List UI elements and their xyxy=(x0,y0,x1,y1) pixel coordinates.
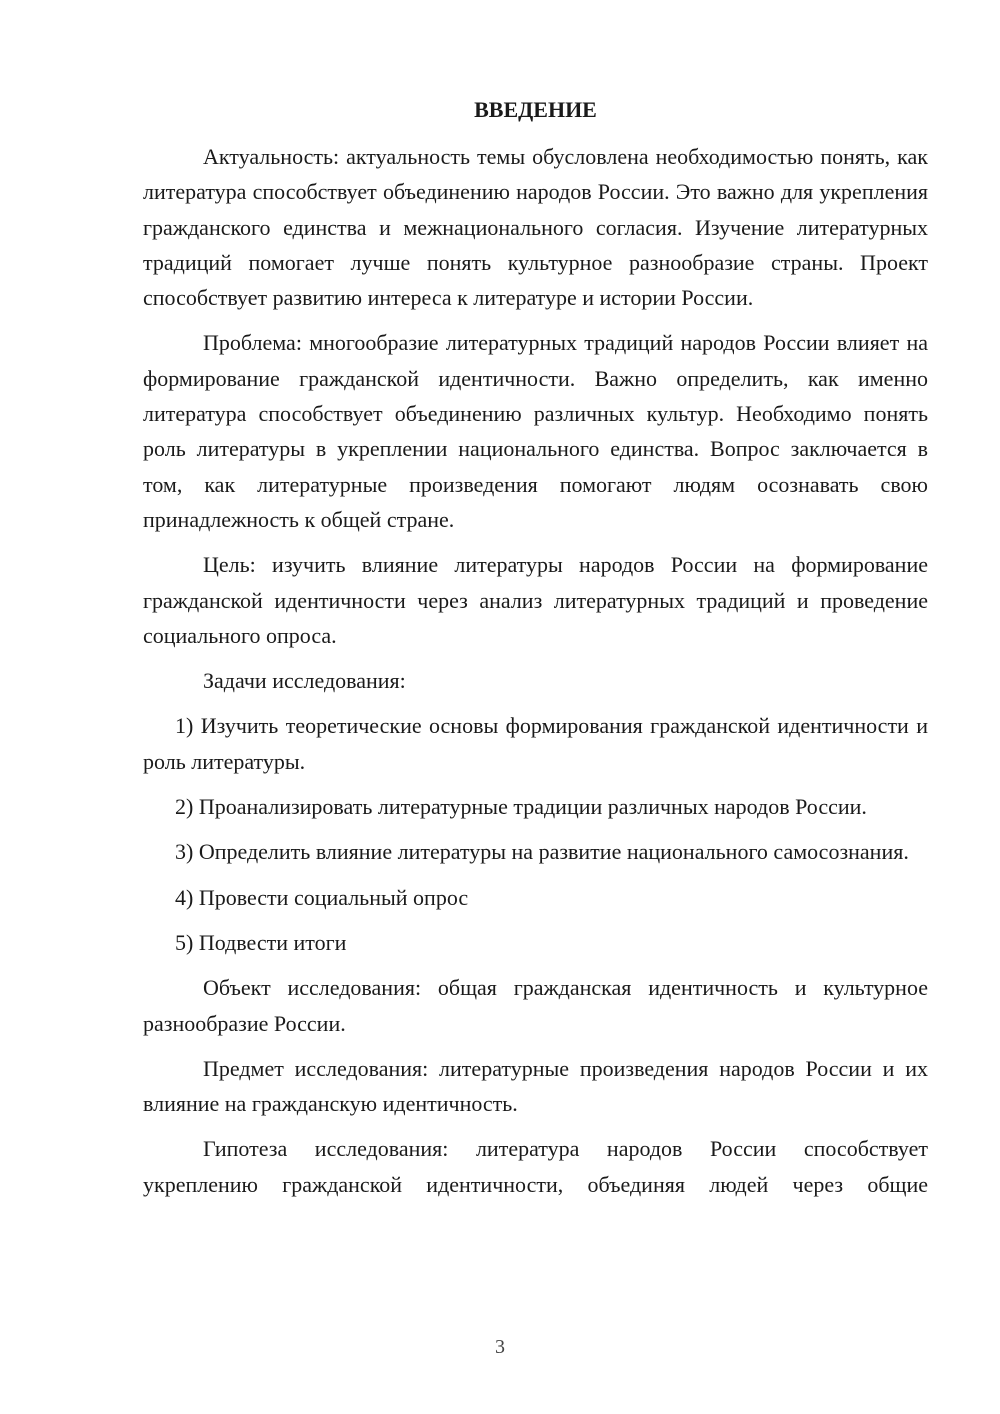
task-item-5: 5) Подвести итоги xyxy=(175,929,347,955)
page-number: 3 xyxy=(495,1336,505,1358)
object-paragraph: Объект исследования: общая гражданская идентичность и культурное разнообразие России. xyxy=(143,975,928,1036)
section-heading: ВВЕДЕНИЕ xyxy=(474,97,597,122)
tasks-heading: Задачи исследования: xyxy=(203,668,406,694)
task-item-4: 4) Провести социальный опрос xyxy=(175,884,469,910)
problem-paragraph: Проблема: многообразие литературных традиций народов России влияет на формирование гражданской идентичности. Важно определить, как именно литература способствует объединению различных культур. Необходимо понять роль литературы в укреплении национального единства. Вопрос заключается в том, как литературные произведения помогают людям осознавать свою принадлежность к общей стране. xyxy=(143,330,928,532)
document-page xyxy=(143,92,928,1212)
task-item-1: 1) Изучить теоретические основы формирования гражданской идентичности и роль литературы. xyxy=(143,713,928,774)
subject-paragraph: Предмет исследования: литературные произведения народов России и их влияние на гражданскую идентичность. xyxy=(143,1055,928,1117)
task-item-2: 2) Проанализировать литературные традиции различных народов России. xyxy=(175,794,867,820)
task-item-3: 3) Определить влияние литературы на развитие национального самосознания. xyxy=(175,839,909,865)
goal-paragraph: Цель: изучить влияние литературы народов России на формирование гражданской идентичности через анализ литературных традиций и проведение социального опроса. xyxy=(143,552,928,648)
relevance-paragraph: Актуальность: актуальность темы обусловлена необходимостью понять, как литература способствует объединению народов России. Это важно для укрепления гражданского единства и межнационального согласия. Изучение литературных традиций помогает лучше понять культурное разнообразие страны. Проект способствует развитию интереса к литературе и истории России. xyxy=(143,144,928,311)
hypothesis-paragraph: Гипотеза исследования: литература народов России способствует укреплению гражданской идентичности, объединяя людей через общие xyxy=(143,1136,928,1197)
